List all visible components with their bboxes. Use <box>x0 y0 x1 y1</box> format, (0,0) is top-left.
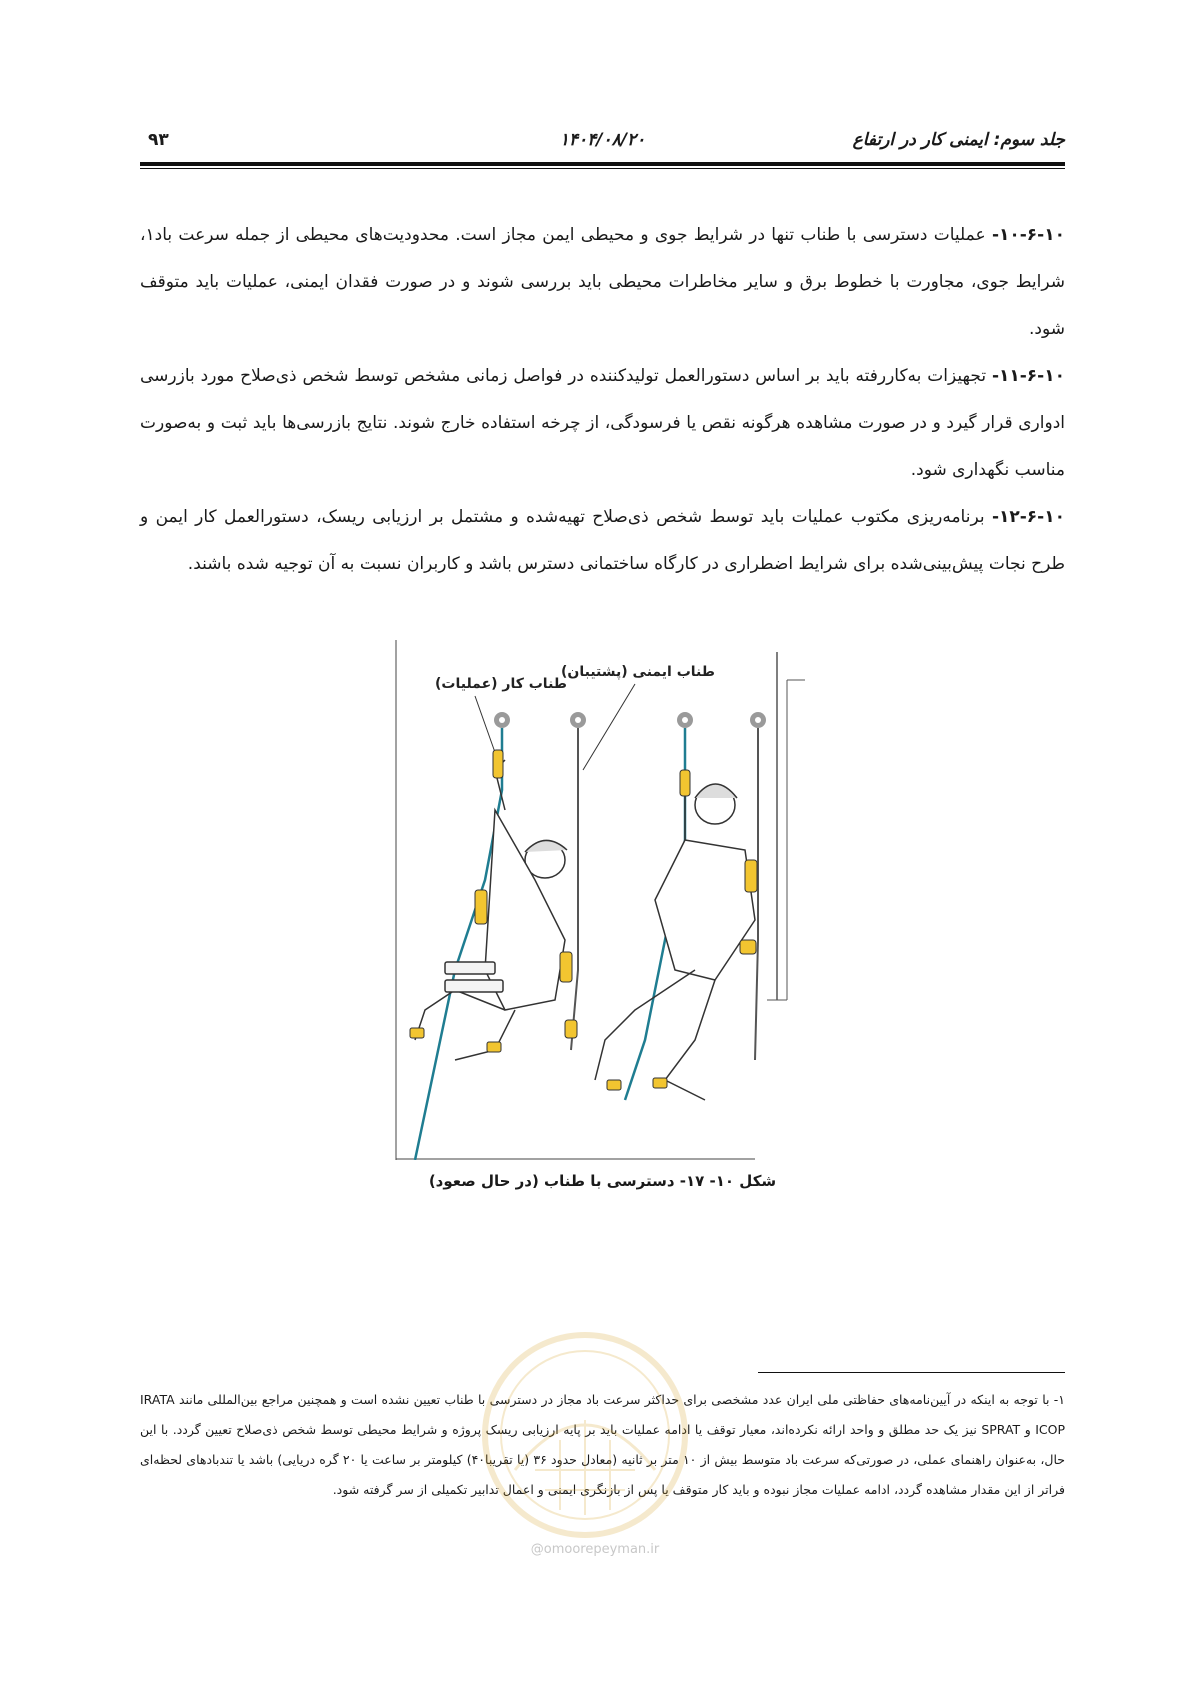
anchor-icon <box>677 712 693 728</box>
backup-device <box>560 952 572 982</box>
safety-rope-right <box>755 728 758 1060</box>
foot-ascender <box>410 1028 424 1038</box>
clause-number: ۱۰-۶-۱۰- <box>991 225 1065 245</box>
safety-rope-left <box>571 728 578 1050</box>
rope-access-figure <box>395 640 805 1160</box>
header-rule-thin <box>140 168 1065 169</box>
watermark-logo <box>475 1320 695 1550</box>
clause-text: عملیات دسترسی با طناب تنها در شرایط جوی و محیطی ایمن مجاز است. محدودیت‌های محیطی از جمله سرعت باد۱، شرایط جوی، مجاورت با خطوط برق و سایر مخاطرات محیطی باید بررسی شوند و در صورت فقدان ایمنی، عملیات باید متوقف شود. <box>140 225 1065 339</box>
book-title: جلد سوم: ایمنی کار در ارتفاع <box>852 130 1065 150</box>
footnote-rule <box>758 1372 1065 1373</box>
backup-device <box>740 940 756 954</box>
paragraph-10-6-11 <box>140 353 1065 494</box>
label-safety-rope: طناب ایمنی (پشتیبان) <box>561 664 715 680</box>
figure-caption: شکل ۱۰- ۱۷- دسترسی با طناب (در حال صعود) <box>428 1172 777 1190</box>
foot-ascender <box>487 1042 501 1052</box>
leader-safety-rope <box>583 684 635 770</box>
header-date: ۱۴۰۴/۰۸/۲۰ <box>559 130 646 150</box>
page-header <box>140 130 1065 158</box>
anchor-icon <box>750 712 766 728</box>
climber-right <box>595 780 755 1100</box>
foot-ascender <box>653 1078 667 1088</box>
header-rule-thick <box>140 162 1065 166</box>
label-working-rope: طناب کار (عملیات) <box>435 676 567 692</box>
body-text <box>140 212 1065 588</box>
leader-working-rope <box>475 696 497 758</box>
clause-number: ۱۲-۶-۱۰- <box>991 507 1065 527</box>
rope-access-illustration <box>395 640 805 1160</box>
clause-text: برنامه‌ریزی مکتوب عملیات باید توسط شخص ذی‌صلاح تهیه‌شده و مشتمل بر ارزیابی ریسک، دستورالعمل کار ایمن و طرح نجات پیش‌بینی‌شده برای شرایط اضطراری در کارگاه ساختمانی دسترس باشد و کاربران نسبت به آن توجیه شده باشند. <box>140 507 1065 574</box>
page-number: ۹۳ <box>148 130 169 150</box>
watermark-url: @omoorepeyman.ir <box>530 1542 660 1557</box>
anchor-icon <box>570 712 586 728</box>
paragraph-10-6-12 <box>140 494 1065 588</box>
foot-ascender <box>607 1080 621 1090</box>
climber-left <box>415 760 567 1060</box>
ascender-device <box>493 750 503 778</box>
footnote: ۱- با توجه به اینکه در آیین‌نامه‌های حفاظتی ملی ایران عدد مشخصی برای حداکثر سرعت باد مجاز در دسترسی با طناب تعیین نشده است و همچنین مراجع بین‌المللی مانند IRATA ICOP و SPRAT نیز یک حد مطلق و واحد ارائه نکرده‌اند، معیار توقف یا ادامه عملیات باید بر پایه ارزیابی ریسک پروژه و شرایط محیطی توسط شخص ذی‌صلاح تعیین گردد. با این حال، به‌عنوان راهنمای عملی، در صورتی‌که سرعت باد متوسط بیش از ۱۰ متر بر ثانیه (معادل حدود ۳۶ (یا تقریبا۴۰) کیلومتر بر ساعت یا ۲۰ گره دریایی) باشد یا تندبادهای لحظه‌ای فراتر از این مقدار مشاهده گردد، ادامه عملیات مجاز نبوده و باید کار متوقف یا پس از بازنگری ایمنی و اعمال تدابیر تکمیلی از سر گرفته شود. <box>140 1392 1066 1497</box>
clause-text: تجهیزات به‌کاررفته باید بر اساس دستورالعمل تولیدکننده در فواصل زمانی مشخص توسط شخص ذی‌صلاح مورد بازرسی ادواری قرار گیرد و در صورت مشاهده هرگونه نقص یا فرسودگی، از چرخه استفاده خارج شوند. نتایج بازرسی‌ها باید ثبت و به‌صورت مناسب نگهداری شود. <box>140 366 1065 480</box>
ascender-device <box>680 770 690 796</box>
paragraph-10-6-10 <box>140 212 1065 353</box>
descender-device <box>475 890 487 924</box>
backup-device <box>745 860 757 892</box>
anchor-icon <box>494 712 510 728</box>
clause-number: ۱۱-۶-۱۰- <box>991 366 1065 386</box>
backup-device <box>565 1020 577 1038</box>
